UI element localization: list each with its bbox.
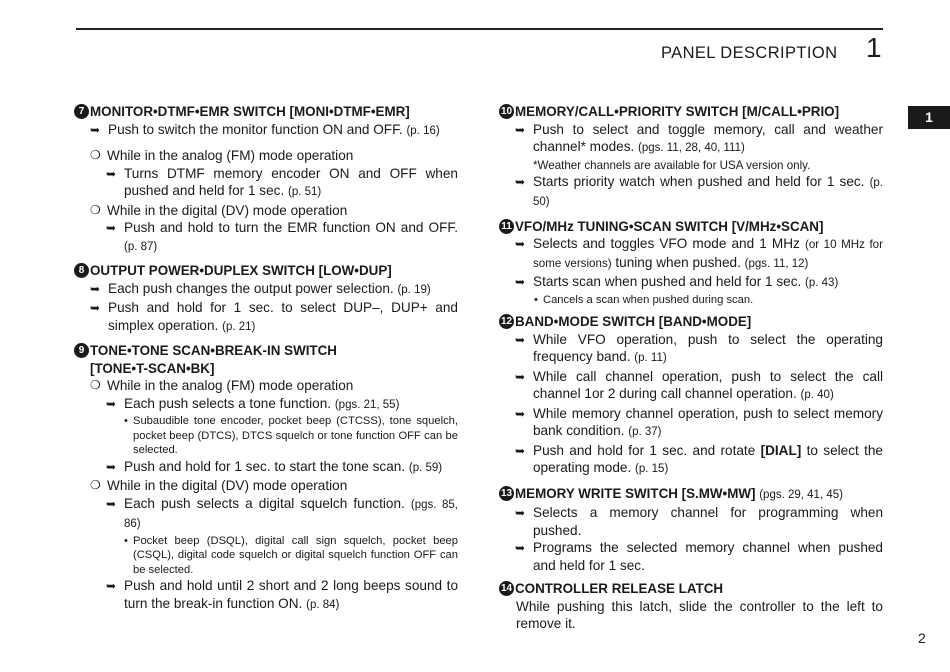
section-title: MEMORY/CALL•PRIORITY SWITCH [M/CALL•PRIO] bbox=[515, 104, 840, 119]
header-rule bbox=[76, 28, 883, 30]
circle-bullet-icon: ❍ bbox=[90, 478, 101, 492]
arrow-icon: ➥ bbox=[106, 396, 117, 411]
arrow-icon: ➥ bbox=[515, 275, 526, 289]
callout-number: 10 bbox=[500, 106, 513, 117]
callout-number: 9 bbox=[74, 343, 89, 358]
arrow-icon: ➥ bbox=[515, 541, 526, 555]
arrow-icon: ➥ bbox=[515, 506, 526, 520]
arrow-icon: ➥ bbox=[106, 166, 117, 181]
arrow-icon: ➥ bbox=[106, 459, 117, 474]
circle-bullet-icon: ❍ bbox=[90, 202, 101, 217]
circle-bullet-icon: ❍ bbox=[90, 378, 101, 392]
page-number: 2 bbox=[918, 630, 926, 646]
circle-bullet-icon: ❍ bbox=[90, 148, 101, 162]
section-output-power-switch: 8 OUTPUT POWER•DUPLEX SWITCH [LOW•DUP] ➥ Each push changes the output power selection. (p. 19) ➥ Push and hold for 1 sec. to select DUP–, DUP+ and simplex operation. (p. 21) bbox=[74, 262, 458, 336]
arrow-icon: ➥ bbox=[515, 443, 526, 458]
arrow-icon: ➥ bbox=[515, 332, 526, 347]
arrow-icon: ➥ bbox=[106, 221, 117, 235]
callout-number: 7 bbox=[74, 104, 89, 119]
arrow-icon: ➥ bbox=[90, 301, 101, 315]
footnote: *Weather channels are available for USA version only. bbox=[533, 158, 811, 172]
section-title: VFO/MHz TUNING•SCAN SWITCH [V/MHz•SCAN] bbox=[515, 218, 824, 234]
section-memory-call-switch: 10 MEMORY/CALL•PRIORITY SWITCH [M/CALL•PRIO] ➥ Push to select and toggle memory, call and weather channel* modes. (pgs. 11, 28, 40, 111) *Weather channels are available for USA version only. ➥ Starts priority watch when pushed and held for 1 sec. (p. 50) bbox=[500, 104, 883, 208]
arrow-icon: ➥ bbox=[90, 122, 101, 137]
section-band-mode-switch: 12 BAND•MODE SWITCH [BAND•MODE] ➥ While VFO operation, push to select the operating frequency band. (p. 11) ➥ While call channel operation, push to select the call channel 1or 2 during call channel operation. (p. 40) ➥ While memory channel operation, push to select memory bank condition. (p. 37) ➥ Push and hold for 1 sec. and rotate [DIAL] to select the operating mode. (p. 15) bbox=[500, 314, 883, 475]
section-title: OUTPUT POWER•DUPLEX SWITCH [LOW•DUP] bbox=[90, 263, 392, 278]
section-title: MEMORY WRITE SWITCH [S.MW•MW] bbox=[515, 485, 756, 501]
dial-key-label: [DIAL] bbox=[760, 442, 802, 458]
chapter-tab[interactable]: 1 bbox=[908, 106, 950, 129]
arrow-icon: ➥ bbox=[106, 579, 117, 593]
section-title-keys: [TONE•T-SCAN•BK] bbox=[90, 360, 215, 376]
section-vfo-switch: 11 VFO/MHz TUNING•SCAN SWITCH [V/MHz•SCAN] ➥ Selects and toggles VFO mode and 1 MHz (or 10 MHz for some versions) tuning when pushed. (pgs. 11, 12) ➥ Starts scan when pushed and held for 1 sec. (p. 43) • Cancels a scan when pushed during scan. bbox=[499, 218, 883, 308]
callout-number: 11 bbox=[499, 219, 514, 234]
page-title: PANEL DESCRIPTION bbox=[661, 44, 838, 62]
arrow-icon: ➥ bbox=[515, 237, 526, 251]
section-tone-switch: 9 TONE•TONE SCAN•BREAK-IN SWITCH [TONE•T-SCAN•BK] ❍ While in the analog (FM) mode operation ➥ Each push selects a tone function. (pgs. 21, 55) • Subaudible tone encoder, pocket beep (CTCSS), tone squelch, pocket beep (DTCS), DTCS squelch or tone function OFF can be selected. ➥ Push and hold for 1 sec. to start the tone scan. (p. 59) ❍ While in the digital (DV) mode operation ➥ Each push selects a digital squelch function. (pgs. 85, 86) • Pocket beep (DSQL), digital call sign squelch, pocket beep (CSQL), digital code squelch or digital squelch function OFF can be selected. ➥ Push and hold until 2 short and 2 long beeps sound to turn the break-in function ON. (p. 84) bbox=[74, 342, 458, 614]
section-title: BAND•MODE SWITCH [BAND•MODE] bbox=[515, 314, 752, 329]
arrow-icon: ➥ bbox=[106, 496, 117, 511]
section-title: CONTROLLER RELEASE LATCH bbox=[515, 581, 724, 596]
callout-number: 8 bbox=[74, 263, 89, 278]
section-body: While pushing this latch, slide the controller to the left to remove it. bbox=[516, 598, 883, 631]
section-memory-write-switch: 13 MEMORY WRITE SWITCH [S.MW•MW] (pgs. 29, 41, 45) ➥ Selects a memory channel for programming when pushed. ➥ Programs the selected memory channel when pushed and held for 1 sec. bbox=[500, 485, 883, 573]
arrow-icon: ➥ bbox=[515, 174, 526, 189]
right-column bbox=[499, 103, 883, 639]
section-controller-release-latch bbox=[499, 580, 883, 633]
arrow-icon: ➥ bbox=[515, 122, 526, 137]
chapter-number: 1 bbox=[866, 32, 882, 63]
arrow-icon: ➥ bbox=[515, 369, 526, 384]
left-column bbox=[74, 103, 458, 620]
arrow-icon: ➥ bbox=[90, 281, 101, 296]
callout-number: 12 bbox=[500, 316, 513, 327]
section-title: TONE•TONE SCAN•BREAK-IN SWITCH bbox=[90, 343, 337, 358]
callout-number: 13 bbox=[500, 487, 513, 499]
arrow-icon: ➥ bbox=[515, 406, 526, 421]
section-monitor-switch: 7 MONITOR•DTMF•EMR SWITCH [MONI•DTMF•EMR] ➥ Push to switch the monitor function ON and OFF. (p. 16) ❍ While in the analog (FM) mode operation ➥ Turns DTMF memory encoder ON and OFF when pushed and held for 1 sec. (p. 51) ❍ While in the digital (DV) mode operation ➥ Push and hold to turn the EMR function ON and OFF. (p. 87) bbox=[74, 103, 458, 256]
section-title: MONITOR•DTMF•EMR SWITCH [MONI•DTMF•EMR] bbox=[90, 104, 410, 119]
callout-number: 14 bbox=[500, 583, 513, 594]
